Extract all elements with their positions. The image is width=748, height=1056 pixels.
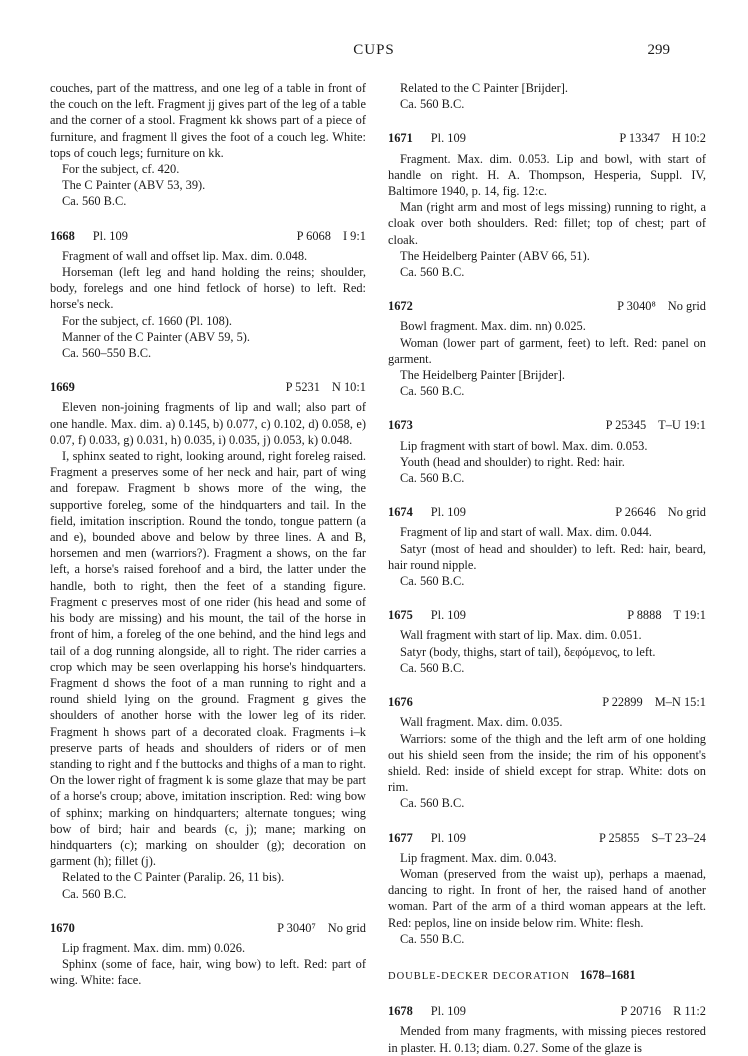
entry-heading-right: [619, 130, 706, 146]
paragraph: Ca. 560–550 B.C.: [62, 346, 152, 361]
grid-reference: S–T 23–24: [651, 830, 706, 845]
paragraph: Lip fragment with start of bowl. Max. dim. 0.053.: [400, 438, 648, 453]
paragraph: Lip fragment. Max. dim. 0.043.: [400, 850, 557, 865]
paragraph: Fragment of wall and offset lip. Max. dim. 0.048.: [62, 248, 308, 263]
entry-heading-right: [286, 379, 366, 395]
catalogue-entry: [388, 417, 706, 486]
entry-heading-right: [627, 607, 706, 623]
entry-number: 1672: [388, 299, 413, 314]
running-title: CUPS: [353, 42, 395, 58]
paragraph: Ca. 560 B.C.: [400, 384, 465, 399]
entry-number: 1673: [388, 418, 413, 433]
entry-number: 1675: [388, 608, 413, 623]
paragraph: Related to the C Painter [Brijder].: [400, 81, 568, 95]
grid-reference: No grid: [667, 505, 706, 520]
paragraph: Lip fragment. Max. dim. mm) 0.026.: [62, 940, 246, 955]
entry-number: 1677: [388, 830, 413, 845]
entry-heading-left: [388, 694, 413, 710]
paragraph: For the subject, cf. 1660 (Pl. 108).: [62, 313, 233, 328]
inventory-number: P 6068: [296, 228, 331, 243]
paragraph: Ca. 560 B.C.: [400, 471, 465, 486]
paragraph: Ca. 560 B.C.: [400, 574, 465, 589]
plate-reference: Pl. 109: [430, 505, 466, 520]
section-range: 1678–1681: [579, 967, 636, 982]
entry-heading-left: [388, 504, 466, 520]
grid-reference: T–U 19:1: [658, 418, 706, 433]
paragraph: Sphinx (some of face, hair, wing bow) to left. Red: part of wing. White: face.: [50, 957, 366, 988]
paragraph: Youth (head and shoulder) to right. Red: hair.: [400, 454, 625, 469]
paragraph: Wall fragment with start of lip. Max. dim. 0.051.: [400, 628, 642, 643]
entry-heading: [388, 417, 706, 433]
section-label: DOUBLE-DECKER DECORATION: [388, 970, 570, 982]
paragraph: Ca. 560 B.C.: [400, 660, 465, 675]
entry-heading: [50, 379, 366, 395]
inventory-number: P 5231: [285, 380, 320, 395]
grid-reference: No grid: [327, 920, 366, 935]
entry-number: 1668: [50, 228, 75, 243]
entry-heading: [50, 228, 366, 244]
page-number: 299: [647, 42, 670, 58]
paragraph: Ca. 560 B.C.: [400, 796, 465, 811]
catalogue-entry: [388, 1003, 706, 1056]
catalogue-entry: [388, 607, 706, 676]
catalogue-entry: [50, 920, 366, 989]
paragraph: Man (right arm and most of legs missing) running to right, a cloak over both shoulders. Red: fillet; top of chest; part of cloak.: [388, 200, 706, 247]
paragraph: Horseman (left leg and hand holding the reins; shoulder, body, forelegs and one hind fetlock of horse) to left. Red: horse's neck.: [50, 265, 366, 312]
inventory-number: P 26646: [615, 505, 656, 520]
entry-number: 1669: [50, 380, 75, 395]
grid-reference: H 10:2: [671, 131, 706, 146]
paragraph: Woman (preserved from the waist up), perhaps a maenad, dancing to right. In front of her, the raised hand of another woman. Part of the arm of a third woman appears at the left. Red: peplos, line on inside below rim. White: flesh.: [388, 866, 706, 930]
paragraph: Mended from many fragments, with missing pieces restored in plaster. H. 0.13; diam. 0.27. Some of the glaze is: [388, 1024, 706, 1055]
right-column: [388, 80, 706, 1056]
entry-heading: [388, 607, 706, 623]
catalogue-entry: [388, 298, 706, 399]
entry-heading-left: [388, 417, 413, 433]
paragraph: Ca. 560 B.C.: [62, 194, 127, 209]
entry-heading: [50, 920, 366, 936]
paragraph: The C Painter (ABV 53, 39).: [62, 178, 206, 193]
entry-heading-right: [599, 830, 706, 846]
plate-reference: Pl. 109: [92, 228, 128, 243]
catalogue-entry: [388, 504, 706, 589]
paragraph: Ca. 560 B.C.: [62, 886, 127, 901]
entry-heading-right: [602, 694, 706, 710]
grid-reference: N 10:1: [331, 380, 366, 395]
paragraph: Manner of the C Painter (ABV 59, 5).: [62, 329, 251, 344]
paragraph: Bowl fragment. Max. dim. nn) 0.025.: [400, 319, 586, 334]
inventory-number: P 3040⁷: [277, 920, 316, 935]
entry-number: 1676: [388, 695, 413, 710]
entry-heading: [388, 130, 706, 146]
paragraph: Fragment of lip and start of wall. Max. dim. 0.044.: [400, 525, 652, 540]
inventory-number: P 20716: [620, 1004, 662, 1019]
paragraph: Eleven non-joining fragments of lip and wall; also part of one handle. Max. dim. a) 0.145, b) 0.077, c) 0.102, d) 0.058, e) 0.07, f) 0.033, g) 0.031, h) 0.035, i) 0.035, j) 0.053, k) 0.048.: [50, 400, 366, 447]
entry-number: 1670: [50, 920, 75, 935]
paragraph: Warriors: some of the thigh and the left arm of one holding out his shield seen from the inside; the rim of his opponent's shield. Red: inside of shield except for strap. White: dots on rim.: [388, 731, 706, 795]
entry-heading-right: [606, 417, 706, 433]
plate-reference: Pl. 109: [430, 830, 466, 845]
entry-heading-left: [388, 607, 466, 623]
paragraph: Satyr (most of head and shoulder) to left. Red: hair, beard, hair round nipple.: [388, 541, 706, 572]
paragraph: Ca. 550 B.C.: [400, 931, 465, 946]
paragraph: Wall fragment. Max. dim. 0.035.: [400, 715, 563, 730]
entry-heading-left: [388, 298, 413, 314]
catalogue-entry: [50, 228, 366, 362]
entry-heading: [388, 298, 706, 314]
paragraph: couches, part of the mattress, and one leg of a table in front of the couch on the left. Fragment jj gives part of the leg of a table and the corner of a stool. Fragment kk shows part of a piece of furniture, and fragment ll gives the foot of a couch leg. White: tops of couch legs; furniture on kk.: [50, 81, 366, 160]
entry-heading-right: [277, 920, 366, 936]
paragraph: Woman (lower part of garment, feet) to left. Red: panel on garment.: [388, 335, 706, 366]
entry-heading-left: [388, 830, 466, 846]
grid-reference: No grid: [667, 299, 706, 314]
entry-heading-right: [297, 228, 366, 244]
entry-heading-right: [615, 504, 706, 520]
paragraph: For the subject, cf. 420.: [62, 162, 180, 177]
catalogue-entry: [388, 694, 706, 811]
inventory-number: P 22899: [602, 695, 643, 710]
section-heading: [388, 967, 706, 985]
entry-heading-left: [388, 130, 466, 146]
grid-reference: T 19:1: [673, 608, 706, 623]
entry-number: 1674: [388, 505, 413, 520]
catalogue-entry: [388, 130, 706, 280]
entry-heading-left: [50, 920, 75, 936]
entry-heading-left: [388, 1003, 466, 1019]
entry-heading: [388, 830, 706, 846]
paragraph: Fragment. Max. dim. 0.053. Lip and bowl, with start of handle on right. H. A. Thompson, Hesperia, Suppl. IV, Baltimore 1940, p. 14, fig. 12:c.: [388, 151, 706, 199]
inventory-number: P 25855: [598, 830, 640, 845]
entry-number: 1671: [388, 131, 413, 146]
entry-heading-left: [50, 228, 128, 244]
catalogue-entry: [50, 379, 366, 902]
paragraph: I, sphinx seated to right, looking around, right foreleg raised. Fragment a preserves some of her neck and hair, part of wing and forepaw. Fragment b shows more of the wing, the supportive foreleg, some of the hindquarters and tail. In the field, imitation inscription. Round the tondo, tongue pattern (a and e), bounded above and below by three lines. A and B, horsemen and men (warriors?). Fragment a shows, on the far left, a horse's raised forehoof and a bird, the latter under the handle, both to right, then the feet of a standing figure. Fragment c preserves most of one rider (his head and some of his body are missing) and his mount, the tail of the horse in front of him, a foreleg of the one behind, and the hind legs and tail of a dog running alongside, all to right. The rider carries a crop which may be seen overlapping his horse's hindquarters. Fragment d shows the foot of a man running to right and a round shield lying on the ground. Fragment g gives the shoulders of another horse with the lower leg of its rider. Fragment h shows part of a decorated cloak. Fragments i–k preserve parts of heads and shoulders of riders or of men standing to right and f the buttocks and thighs of a man to right. On the lower right of fragment k is some glaze that may be part of a horse's croup; above, imitation inscription. Red: wing bow of sphinx; marking on hindquarters; alternate tongues; wing bow of bird; hair and beards (c, j); mane; marking on hindquarters (c); marking on shoulder (g); decoration on garment (h); fillet (j).: [50, 449, 366, 869]
catalogue-entry: [388, 830, 706, 947]
plate-reference: Pl. 109: [430, 1004, 466, 1019]
grid-reference: M–N 15:1: [654, 695, 706, 710]
inventory-number: P 3040⁸: [617, 299, 656, 314]
inventory-number: P 25345: [605, 418, 647, 433]
paragraph: Ca. 560 B.C.: [400, 97, 465, 112]
entry-heading: [388, 504, 706, 520]
grid-reference: R 11:2: [673, 1004, 706, 1019]
entry-number: 1678: [388, 1004, 413, 1019]
running-header: [0, 42, 748, 62]
inventory-number: P 13347: [619, 131, 660, 146]
paragraph: Ca. 560 B.C.: [400, 265, 465, 280]
entry-heading-right: [617, 298, 706, 314]
paragraph: The Heidelberg Painter (ABV 66, 51).: [400, 248, 590, 263]
entry-heading: [388, 1003, 706, 1019]
grid-reference: I 9:1: [342, 228, 366, 243]
left-column: [50, 80, 366, 989]
inventory-number: P 8888: [627, 608, 662, 623]
plate-reference: Pl. 109: [430, 131, 466, 146]
paragraph: The Heidelberg Painter [Brijder].: [400, 368, 565, 383]
paragraph: Satyr (body, thighs, start of tail), δεφόμενος, to left.: [400, 644, 656, 659]
entry-heading: [388, 694, 706, 710]
paragraph: Related to the C Painter (Paralip. 26, 11 bis).: [62, 870, 285, 885]
plate-reference: Pl. 109: [430, 608, 466, 623]
entry-heading-right: [621, 1003, 706, 1019]
entry-heading-left: [50, 379, 75, 395]
